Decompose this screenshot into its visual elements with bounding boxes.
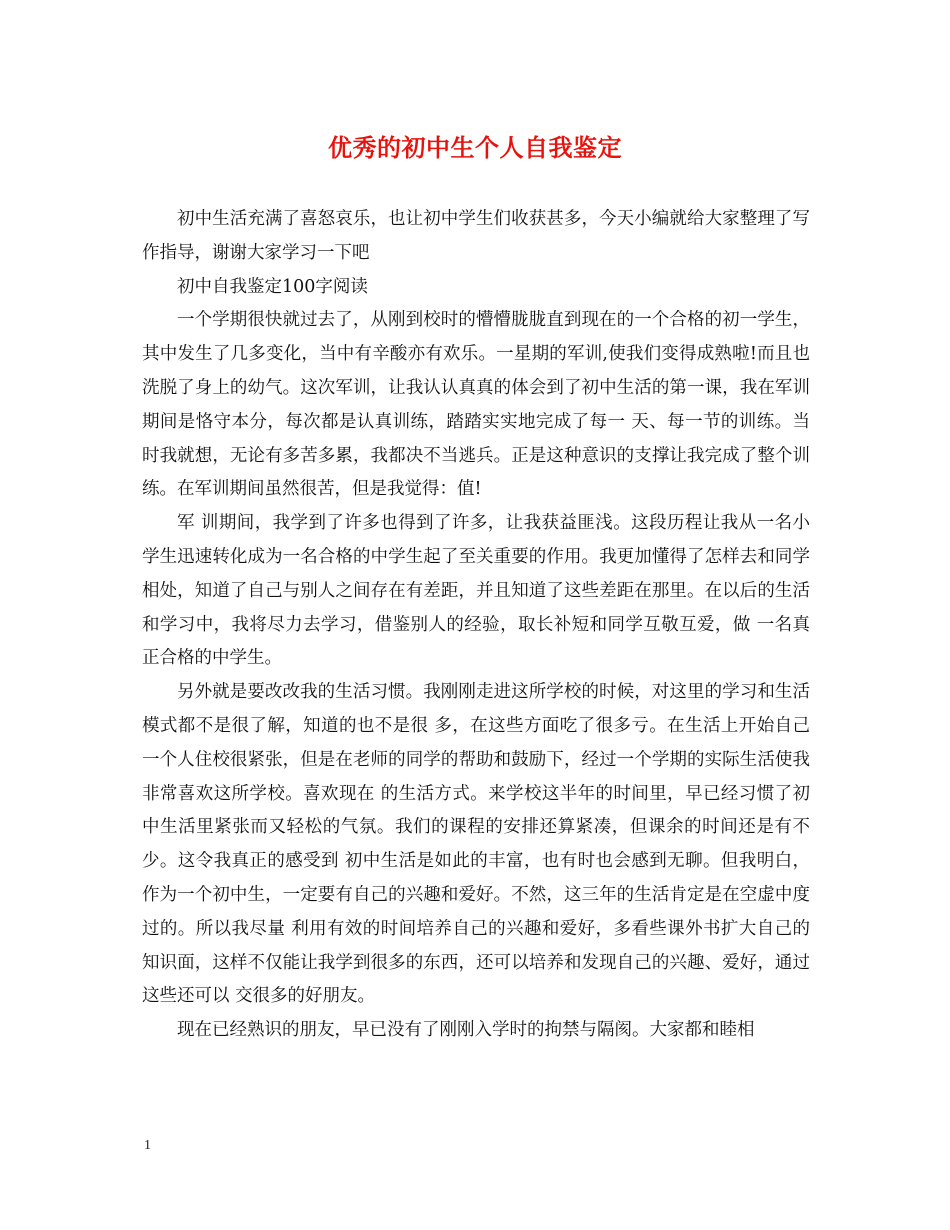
- paragraph-subheading: 初中自我鉴定100字阅读: [177, 276, 368, 297]
- paragraph-intro: 初中生活充满了喜怒哀乐，也让初中学生们收获甚多，今天小编就给大家整理了写作指导，谢谢大家学习一下吧: [142, 209, 810, 263]
- paragraph-military-training: 一个学期很快就过去了，从刚到校时的懵懵胧胧直到现在的一个合格的初一学生，其中发生了几多变化，当中有辛酸亦有欢乐。一星期的军训,使我们变得成熟啦!而且也洗脱了身上的幼气。这次军训，让我认认真真的体会到了初中生活的第一课，我在军训期间是恪守本分，每次都是认真训练，踏踏实实地完成了每一 天、每一节的训练。当时我就想，无论有多苦多累，我都决不当逃兵。正是这种意识的支撑让我完成了整个训练。在军训期间虽然很苦，但是我觉得：值!: [142, 310, 810, 500]
- paragraph-life-habits: 另外就是要改改我的生活习惯。我刚刚走进这所学校的时候，对这里的学习和生活模式都不是很了解，知道的也不是很 多，在这些方面吃了很多亏。在生活上开始自己一个人住校很紧张，但是在老师的同学的帮助和鼓励下，经过一个学期的实际生活使我非常喜欢这所学校。喜欢现在 的生活方式。来学校这半年的时间里，早已经习惯了初中生活里紧张而又轻松的气氛。我们的课程的安排还算紧凑，但课余的时间还是有不少。这令我真正的感受到 初中生活是如此的丰富，也有时也会感到无聊。但我明白，作为一个初中生，一定要有自己的兴趣和爱好。不然，这三年的生活肯定是在空虚中度过的。所以我尽量 利用有效的时间培养自己的兴趣和爱好，多看些课外书扩大自己的知识面，这样不仅能让我学到很多的东西，还可以培养和发现自己的兴趣、爱好，通过这些还可以 交很多的好朋友。: [142, 682, 810, 1007]
- document-body: [142, 203, 810, 1048]
- paragraph-training-gains: 军 训期间，我学到了许多也得到了许多，让我获益匪浅。这段历程让我从一名小学生迅速转化成为一名合格的中学生起了至关重要的作用。我更加懂得了怎样去和同学 相处，知道了自己与别人之间存在有差距，并且知道了这些差距在那里。在以后的生活和学习中，我将尽力去学习，借鉴别人的经验，取长补短和同学互敬互爱，做 一名真正合格的中学生。: [142, 513, 810, 669]
- document-title: 优秀的初中生个人自我鉴定: [328, 133, 622, 162]
- page-number: 1: [144, 1138, 151, 1153]
- paragraph-friends: 现在已经熟识的朋友，早已没有了刚刚入学时的拘禁与隔阂。大家都和睦相: [177, 1020, 755, 1041]
